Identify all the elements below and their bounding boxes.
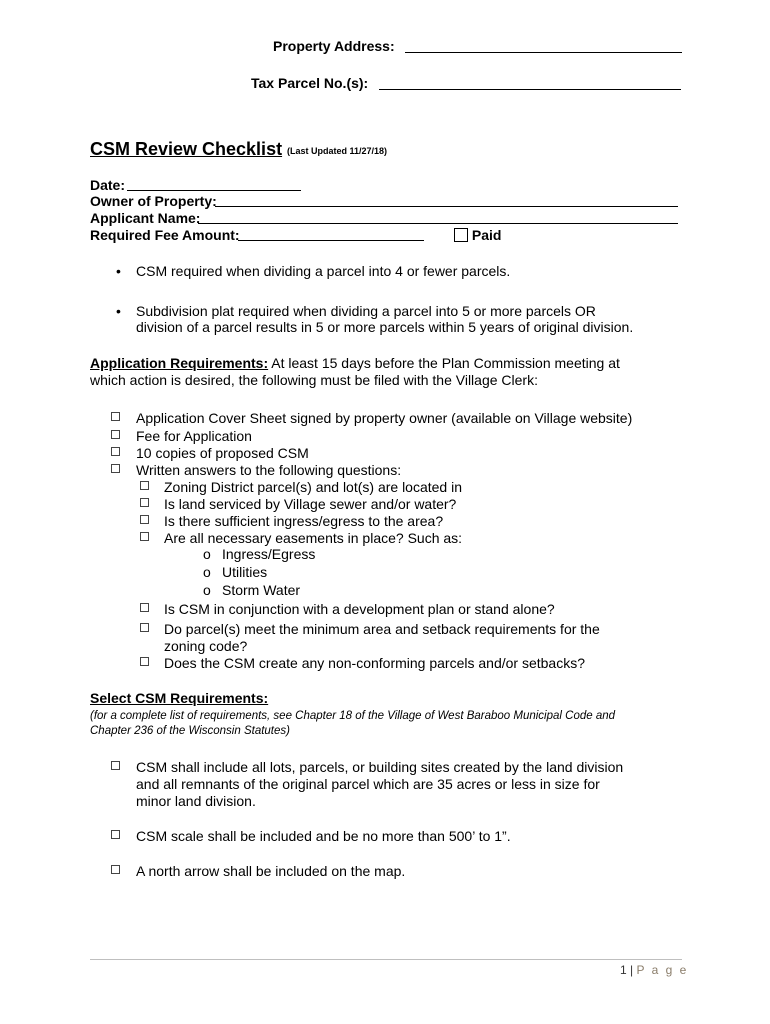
footer-divider [90,959,682,960]
req-scale: CSM scale shall be included and be no more than 500’ to 1”. [136,828,511,844]
paid-checkbox-box[interactable] [454,228,468,242]
select-note-line1: (for a complete list of requirements, see Chapter 18 of the Village of West Baraboo Municipal Code and [90,710,616,722]
paid-label: Paid [471,227,502,243]
property-address-label: Property Address: [273,38,395,54]
checkbox[interactable] [111,830,120,842]
question-ingress: Is there sufficient ingress/egress to the area? [164,513,444,529]
property-address-line[interactable] [405,52,682,53]
question-minimum-area-line1: Do parcel(s) meet the minimum area and setback requirements for the [164,621,600,637]
applicant-line[interactable] [198,223,678,224]
checkbox[interactable] [140,515,149,527]
sub-bullet-icon: o [203,546,211,562]
date-label: Date: [90,177,126,193]
question-nonconforming: Does the CSM create any non-conforming parcels and/or setbacks? [164,655,585,671]
application-text-line1: At least 15 days before the Plan Commission meeting at [268,355,620,371]
question-zoning: Zoning District parcel(s) and lot(s) are located in [164,479,463,495]
easement-ingress: Ingress/Egress [222,546,316,562]
req-lots-line1: CSM shall include all lots, parcels, or building sites created by the land division [136,759,624,775]
application-paragraph-line1 [90,355,620,372]
select-heading: Select CSM Requirements: [90,690,269,706]
item-copies: 10 copies of proposed CSM [136,445,309,461]
page-word: P a g e [636,963,689,977]
item-fee: Fee for Application [136,428,252,444]
footer-separator: | [630,963,634,977]
page-title: CSM Review Checklist [90,139,283,159]
question-minimum-area-line2: zoning code? [164,638,248,654]
tax-parcel-label: Tax Parcel No.(s): [251,75,369,91]
owner-label: Owner of Property: [90,193,217,209]
req-north-arrow: A north arrow shall be included on the map. [136,863,406,879]
checkbox[interactable] [140,623,149,635]
question-development-plan: Is CSM in conjunction with a development plan or stand alone? [164,601,555,617]
paid-checkbox[interactable] [454,227,501,243]
last-updated: (Last Updated 11/27/18) [287,146,388,156]
req-lots-line3: minor land division. [136,793,256,809]
checkbox[interactable] [111,761,120,773]
page-number: 1 [620,963,627,977]
checkbox[interactable] [140,657,149,669]
bullet-icon: • [116,303,121,319]
application-heading: Application Requirements: [90,355,269,371]
easement-utilities: Utilities [222,564,268,580]
checkbox[interactable] [140,498,149,510]
date-line[interactable] [127,190,301,191]
checkbox[interactable] [140,603,149,615]
bullet-plat-line1: Subdivision plat required when dividing a parcel into 5 or more parcels OR [136,303,596,319]
fee-line[interactable] [238,240,424,241]
applicant-label: Applicant Name: [90,210,201,226]
application-text-line2: which action is desired, the following must be filed with the Village Clerk: [90,372,538,388]
page-footer [620,963,688,977]
question-easements: Are all necessary easements in place? Such as: [164,530,463,546]
easement-storm-water: Storm Water [222,582,301,598]
fee-label: Required Fee Amount: [90,227,240,243]
sub-bullet-icon: o [203,582,211,598]
checkbox[interactable] [140,481,149,493]
tax-parcel-line[interactable] [379,89,681,90]
owner-line[interactable] [215,206,678,207]
bullet-csm: CSM required when dividing a parcel into 4 or fewer parcels. [136,263,511,279]
item-cover-sheet: Application Cover Sheet signed by property owner (available on Village website) [136,410,633,426]
checkbox[interactable] [111,464,120,476]
checkbox[interactable] [140,532,149,544]
checkbox[interactable] [111,430,120,442]
checkbox[interactable] [111,865,120,877]
bullet-icon: • [116,263,121,279]
req-lots-line2: and all remnants of the original parcel which are 35 acres or less in size for [136,776,600,792]
sub-bullet-icon: o [203,564,211,580]
item-written-answers: Written answers to the following questions: [136,462,402,478]
question-sewer: Is land serviced by Village sewer and/or water? [164,496,457,512]
select-note-line2: Chapter 236 of the Wisconsin Statutes) [90,725,290,737]
checkbox[interactable] [111,412,120,424]
bullet-plat-line2: division of a parcel results in 5 or more parcels within 5 years of original division. [136,319,634,335]
checkbox[interactable] [111,447,120,459]
